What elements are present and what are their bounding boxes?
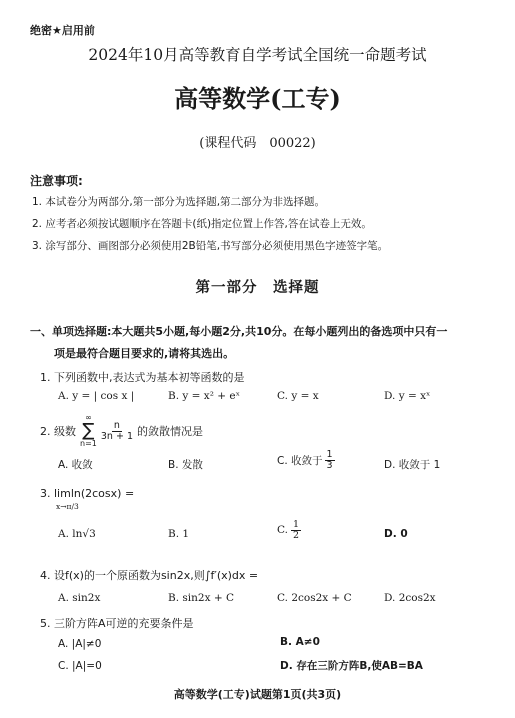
subject-title: 高等数学(工专) — [174, 84, 341, 113]
question-3-option-d: D. 0 — [384, 528, 408, 540]
question-2-option-d: D. 收敛于 1 — [384, 459, 441, 471]
summation — [80, 414, 97, 448]
question-5-option-b: B. A≠0 — [280, 636, 320, 648]
section-instructions-line2: 项是最符合题目要求的,请将其选出。 — [54, 347, 235, 360]
question-2-suffix: 的敛散情况是 — [136, 425, 203, 438]
question-4-option-c: C. 2cos2x + C — [277, 592, 352, 604]
sum-upper: ∞ — [85, 413, 92, 422]
term-numerator: n — [113, 419, 120, 431]
question-3-option-a: A. ln√3 — [58, 528, 96, 540]
notes-heading: 注意事项: — [30, 174, 83, 188]
series-term — [101, 421, 133, 442]
question-1-option-a: A. y = | cos x | — [58, 390, 135, 402]
sum-lower: n=1 — [80, 439, 97, 448]
question-2-option-b: B. 发散 — [168, 459, 203, 471]
question-1-option-b: B. y = x² + eˣ — [168, 390, 241, 402]
confidential-label: 绝密★启用前 — [30, 24, 95, 37]
question-3-option-c-label: C. — [277, 524, 288, 537]
question-4-option-d: D. 2cos2x — [384, 592, 436, 604]
question-3-option-c — [277, 520, 301, 541]
question-1-stem: 1. 下列函数中,表达式为基本初等函数的是 — [40, 371, 245, 384]
question-1-option-c: C. y = x — [277, 390, 319, 402]
option-c-numerator: 1 — [326, 449, 333, 460]
note-item: 1. 本试卷分为两部分,第一部分为选择题,第二部分为非选择题。 — [32, 196, 326, 208]
option-c-fraction — [291, 520, 301, 541]
question-5-option-c: C. |A|=0 — [58, 660, 102, 672]
question-3-option-b: B. 1 — [168, 528, 190, 540]
option-c-denominator: 3 — [326, 459, 333, 471]
question-2-stem — [40, 414, 203, 448]
option-c-fraction — [325, 450, 335, 471]
question-1-option-d: D. y = xˣ — [384, 390, 431, 402]
term-denominator: 3n + 1 — [100, 430, 133, 442]
option-c-denominator: 2 — [293, 529, 300, 541]
course-code: (课程代码 00022) — [199, 136, 316, 151]
section-instructions-line1: 一、单项选择题:本大题共5小题,每小题2分,共10分。在每小题列出的备选项中只有一 — [30, 325, 448, 338]
question-4-stem: 4. 设f(x)的一个原函数为sin2x,则∫f′(x)dx = — [40, 569, 259, 582]
question-5-stem: 5. 三阶方阵A可逆的充要条件是 — [40, 617, 194, 630]
note-item: 3. 涂写部分、画图部分必须使用2B铅笔,书写部分必须使用黑色字迹签字笔。 — [32, 240, 389, 252]
question-2-prefix: 2. 级数 — [40, 425, 76, 438]
option-c-numerator: 1 — [293, 519, 300, 530]
question-2-option-a: A. 收敛 — [58, 459, 93, 471]
question-5-option-d: D. 存在三阶方阵B,使AB=BA — [280, 660, 423, 672]
question-4-option-a: A. sin2x — [58, 592, 101, 604]
question-2-option-c-label: C. 收敛于 — [277, 454, 323, 467]
question-4-option-b: B. sin2x + C — [168, 592, 235, 604]
exam-title: 2024年10月高等教育自学考试全国统一命题考试 — [88, 46, 427, 64]
question-2-option-c — [277, 450, 335, 471]
page-footer: 高等数学(工专)试题第1页(共3页) — [173, 688, 342, 701]
question-5-option-a: A. |A|≠0 — [58, 638, 102, 650]
question-3-stem: 3. limln(2cosx) = — [40, 487, 135, 500]
part-title: 第一部分 选择题 — [195, 279, 320, 296]
sigma-symbol: ∑ — [82, 420, 95, 441]
limit-subscript: x→π/3 — [56, 502, 79, 511]
note-item: 2. 应考者必须按试题顺序在答题卡(纸)指定位置上作答,答在试卷上无效。 — [32, 218, 372, 230]
